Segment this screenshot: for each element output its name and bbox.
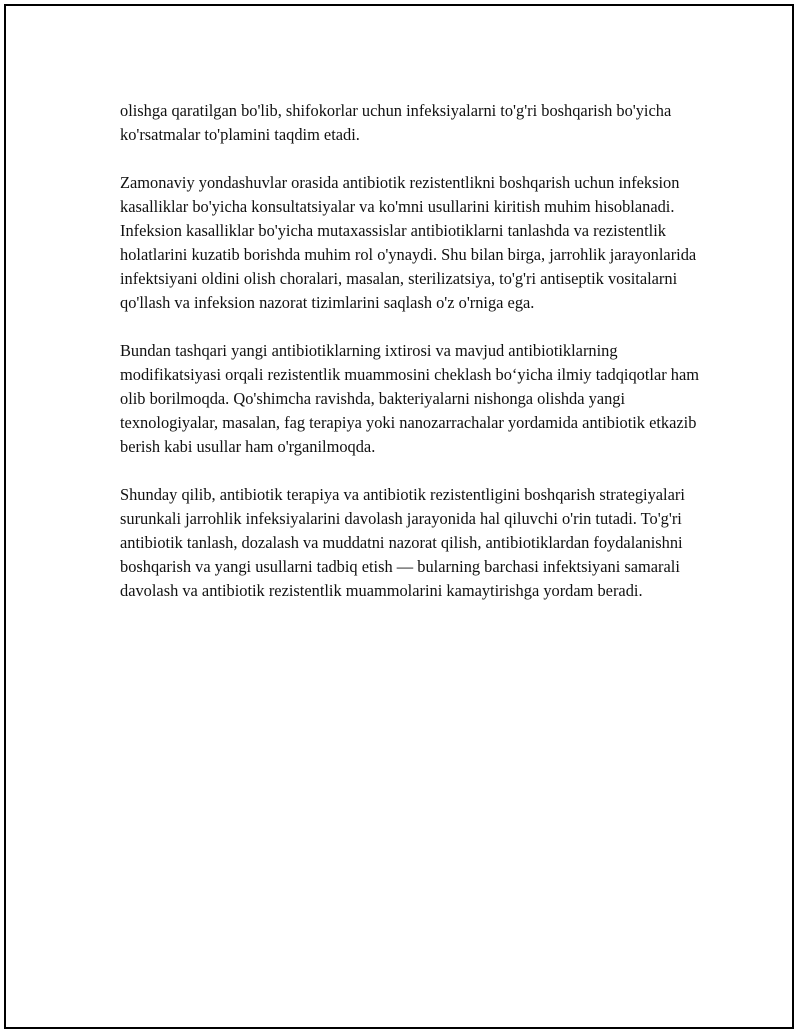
paragraph-1: olishga qaratilgan bo'lib, shifokorlar uchun infeksiyalarni to'g'ri boshqarish bo'yicha ko'rsatmalar to'plamini taqdim etadi. [120,101,672,144]
paragraph-4: Shunday qilib, antibiotik terapiya va antibiotik rezistentligini boshqarish strategiyalari surunkali jarrohlik infeksiyalarini davolash jarayonida hal qiluvchi o'rin tutadi. To'g'ri antibiotik tanlash, dozalash va muddatni nazorat qilish, antibiotiklardan foydalanishni boshqarish va yangi usullarni tadbiq etish — bularning barchasi infektsiyani samarali davolash va antibiotik rezistentlik muammolarini kamaytirishga yordam beradi. [120,485,685,600]
paragraph-3: Bundan tashqari yangi antibiotiklarning ixtirosi va mavjud antibiotiklarning modifikatsiyasi orqali rezistentlik muammosini cheklash bo‘yicha ilmiy tadqiqotlar ham olib borilmoqda. Qo'shimcha ravishda, bakteriyalarni nishonga olishda yangi texnologiyalar, masalan, fag terapiya yoki nanozarrachalar yordamida antibiotik etkazib berish kabi usullar ham o'rganilmoqda. [120,341,700,456]
document-body [120,99,700,603]
document-page [4,4,794,1029]
paragraph-2: Zamonaviy yondashuvlar orasida antibiotik rezistentlikni boshqarish uchun infeksion kasalliklar bo'yicha konsultatsiyalar va ko'mni usullarini kiritish muhim hisoblanadi. Infeksion kasalliklar bo'yicha mutaxassislar antibiotiklarni tanlashda va rezistentlik holatlarini kuzatib borishda muhim rol o'ynaydi. Shu bilan birga, jarrohlik jarayonlarida infektsiyani oldini olish choralari, masalan, sterilizatsiya, to'g'ri antiseptik vositalarni qo'llash va infeksion nazorat tizimlarini saqlash o'z o'rniga ega. [120,173,697,312]
